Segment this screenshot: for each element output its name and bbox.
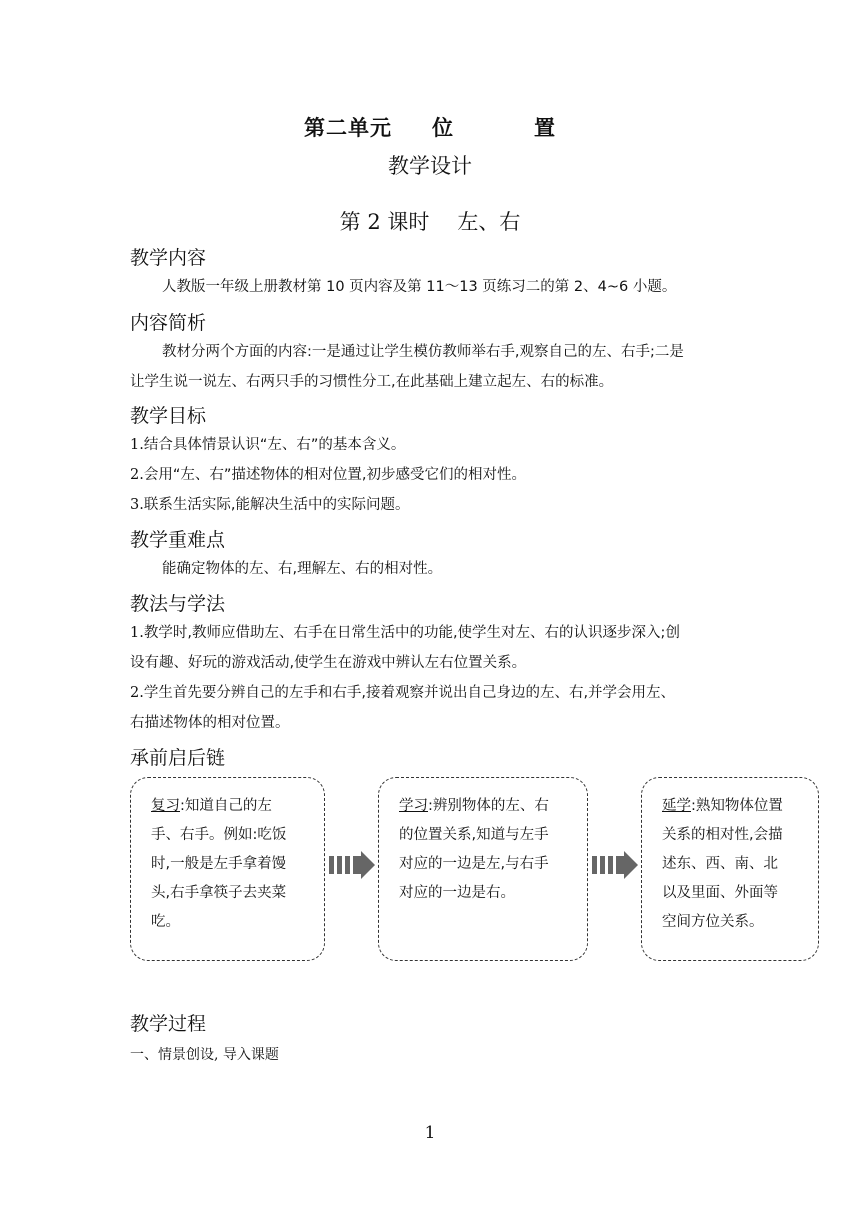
page-number: 1 xyxy=(424,1123,436,1143)
striped-right-arrow-icon xyxy=(329,851,375,879)
review-box xyxy=(130,777,325,961)
study-line: 学习:辨别物体的左、右 xyxy=(399,798,549,814)
section-heading-content: 教学内容 xyxy=(130,247,207,269)
methods-item-2-line-2: 右描述物体的相对位置。 xyxy=(130,715,290,731)
goal-item: 2.会用“左、右”描述物体的相对位置,初步感受它们的相对性。 xyxy=(130,467,526,483)
analysis-line-2: 让学生说一说左、右两只手的习惯性分工,在此基础上建立起左、右的标准。 xyxy=(130,374,614,390)
key-points-text: 能确定物体的左、右,理解左、右的相对性。 xyxy=(162,561,443,577)
analysis-line-1: 教材分两个方面的内容:一是通过让学生模仿教师举右手,观察自己的左、右手;二是 xyxy=(162,344,684,360)
study-line: 对应的一边是左,与右手 xyxy=(399,856,549,872)
lesson-title: 第 2 课时 左、右 xyxy=(339,210,521,234)
unit-title: 第二单元 位 置 xyxy=(304,116,556,140)
document-subtitle: 教学设计 xyxy=(388,154,472,178)
section-heading-goals: 教学目标 xyxy=(130,405,207,427)
study-label: 学习 xyxy=(399,798,428,814)
study-box xyxy=(378,777,588,961)
content-text: 人教版一年级上册教材第 10 页内容及第 11～13 页练习二的第 2、4~6 小题。 xyxy=(162,279,677,295)
extend-label: 延学 xyxy=(662,798,691,814)
process-subheading: 一、情景创设, 导入课题 xyxy=(130,1047,279,1063)
section-heading-analysis: 内容简析 xyxy=(130,312,207,334)
review-line: 复习:知道自己的左 xyxy=(151,798,272,814)
extend-line: 空间方位关系。 xyxy=(662,914,764,930)
extend-line: 延学:熟知物体位置 xyxy=(662,798,783,814)
section-heading-key-points: 教学重难点 xyxy=(130,529,226,551)
extend-box xyxy=(641,777,819,961)
methods-item-1-line-2: 设有趣、好玩的游戏活动,使学生在游戏中辨认左右位置关系。 xyxy=(130,655,527,671)
review-line: 时,一般是左手拿着馒 xyxy=(151,856,287,872)
extend-line: 关系的相对性,会描 xyxy=(662,827,783,843)
methods-item-1-line-1: 1.教学时,教师应借助左、右手在日常生活中的功能,使学生对左、右的认识逐步深入;创 xyxy=(130,625,680,641)
study-line: 的位置关系,知道与左手 xyxy=(399,827,549,843)
striped-right-arrow-icon xyxy=(592,851,638,879)
goal-item: 3.联系生活实际,能解决生活中的实际问题。 xyxy=(130,497,410,513)
section-heading-methods: 教法与学法 xyxy=(130,593,226,615)
review-line: 吃。 xyxy=(151,914,180,930)
study-line: 对应的一边是右。 xyxy=(399,885,515,901)
methods-item-2-line-1: 2.学生首先要分辨自己的左手和右手,接着观察并说出自己身边的左、右,并学会用左、 xyxy=(130,685,676,701)
section-heading-chain: 承前启后链 xyxy=(130,747,226,769)
review-line: 头,右手拿筷子去夹菜 xyxy=(151,885,287,901)
review-line: 手、右手。例如:吃饭 xyxy=(151,827,287,843)
section-heading-process: 教学过程 xyxy=(130,1013,207,1035)
goal-item: 1.结合具体情景认识“左、右”的基本含义。 xyxy=(130,437,406,453)
review-label: 复习 xyxy=(151,798,180,814)
extend-line: 以及里面、外面等 xyxy=(662,885,778,901)
extend-line: 述东、西、南、北 xyxy=(662,856,778,872)
